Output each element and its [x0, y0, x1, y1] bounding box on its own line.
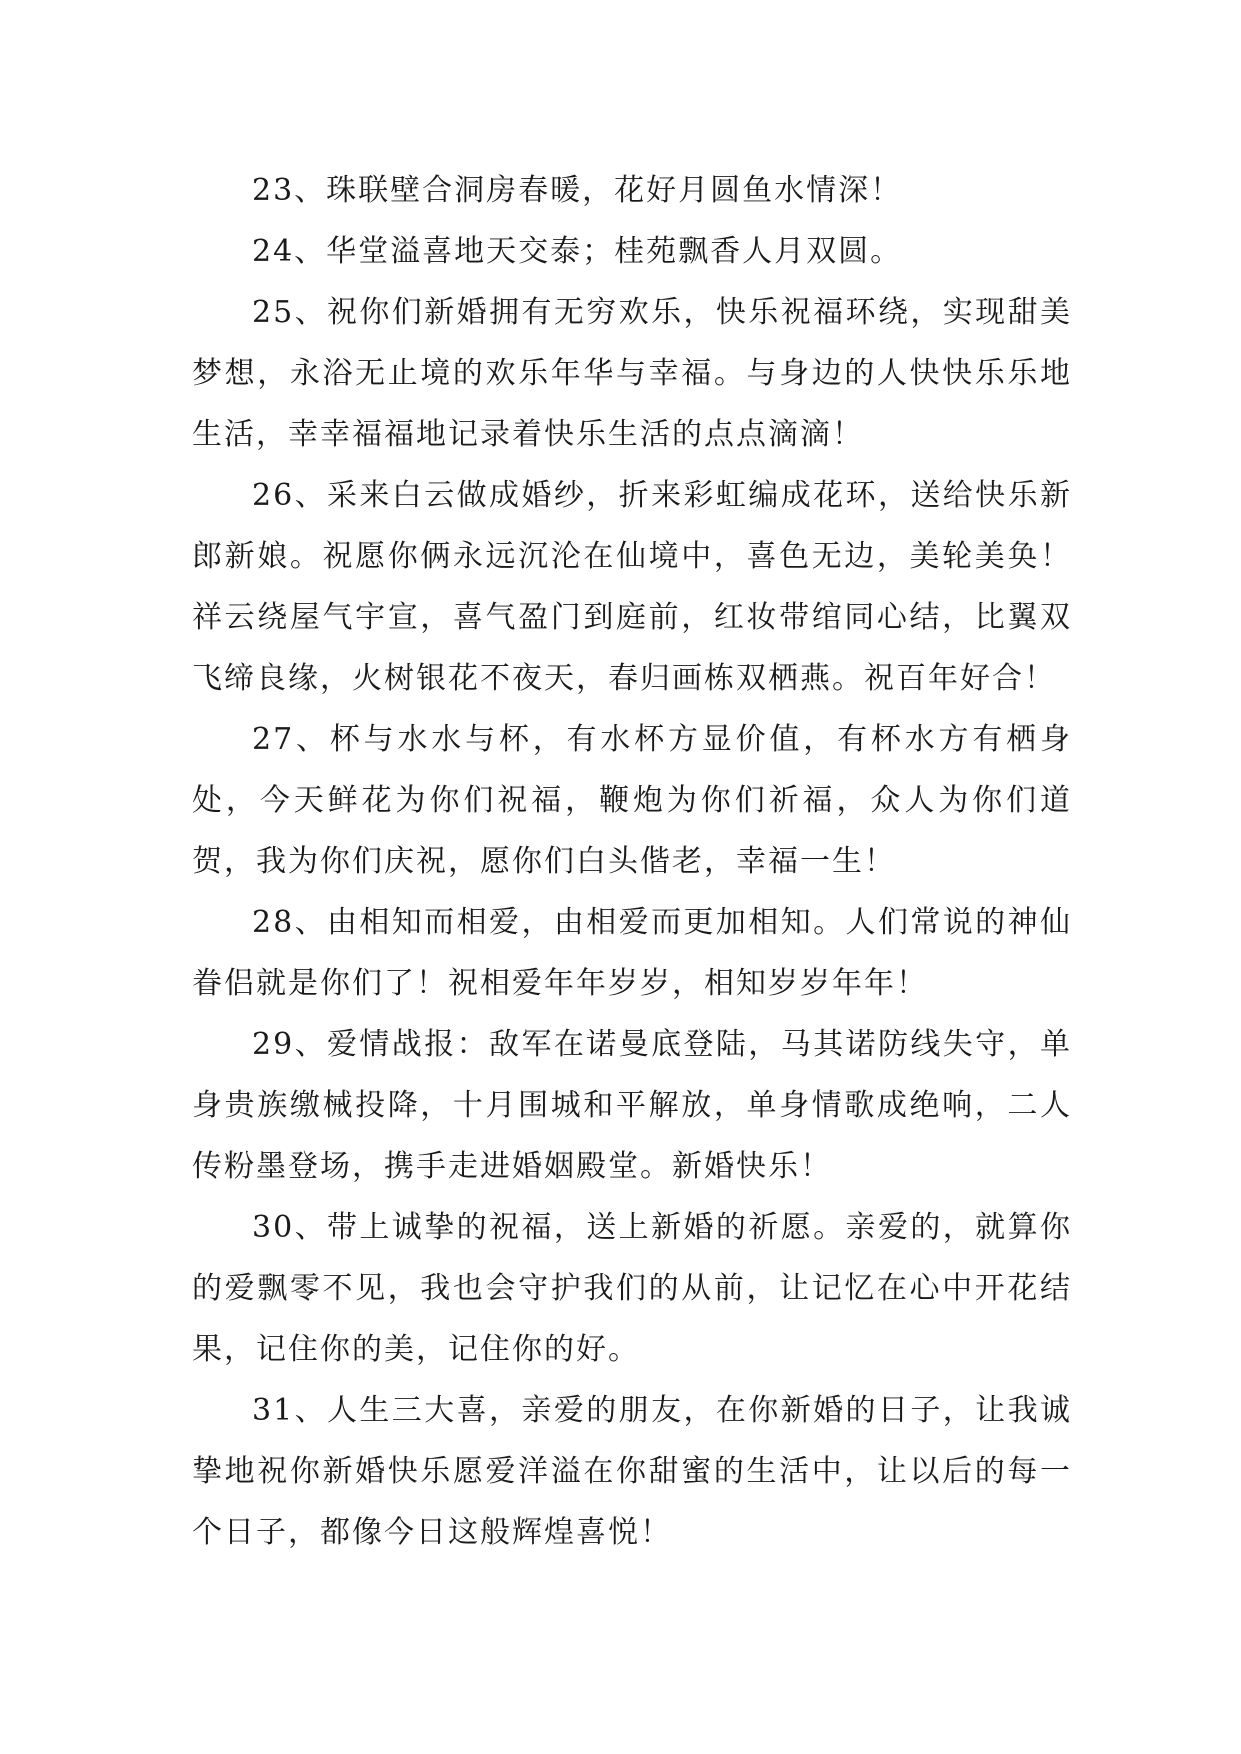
paragraph-23: 23、珠联壁合洞房春暖，花好月圆鱼水情深！ [252, 173, 903, 208]
paragraph-30: 30、带上诚挚的祝福，送上新婚的祈愿。亲爱的，就算你的爱飘零不见，我也会守护我们的从前，让记忆在心中开花结果，记住你的美，记住你的好。 [192, 1210, 1072, 1367]
paragraph-25: 25、祝你们新婚拥有无穷欢乐，快乐祝福环绕，实现甜美梦想，永浴无止境的欢乐年华与幸福。与身边的人快快乐乐地生活，幸幸福福地记录着快乐生活的点点滴滴！ [192, 295, 1072, 452]
paragraph-28: 28、由相知而相爱，由相爱而更加相知。人们常说的神仙眷侣就是你们了！祝相爱年年岁岁，相知岁岁年年！ [192, 905, 1072, 1001]
paragraph-31: 31、人生三大喜，亲爱的朋友，在你新婚的日子，让我诚挚地祝你新婚快乐愿爱洋溢在你甜蜜的生活中，让以后的每一个日子，都像今日这般辉煌喜悦！ [192, 1393, 1072, 1550]
paragraph-29: 29、爱情战报：敌军在诺曼底登陆，马其诺防线失守，单身贵族缴械投降，十月围城和平解放，单身情歌成绝响，二人传粉墨登场，携手走进婚姻殿堂。新婚快乐！ [192, 1027, 1072, 1184]
paragraph-27: 27、杯与水水与杯，有水杯方显价值，有杯水方有栖身处，今天鲜花为你们祝福，鞭炮为你们祈福，众人为你们道贺，我为你们庆祝，愿你们白头偕老，幸福一生！ [192, 722, 1072, 879]
paragraph-26: 26、采来白云做成婚纱，折来彩虹编成花环，送给快乐新郎新娘。祝愿你俩永远沉沦在仙境中，喜色无边，美轮美奂！祥云绕屋气宇宣，喜气盈门到庭前，红妆带绾同心结，比翼双飞缔良缘，火树银花不夜天，春归画栋双栖燕。祝百年好合！ [192, 478, 1072, 696]
paragraph-24: 24、华堂溢喜地天交泰；桂苑飘香人月双圆。 [252, 234, 903, 269]
document-body [192, 160, 1072, 1563]
